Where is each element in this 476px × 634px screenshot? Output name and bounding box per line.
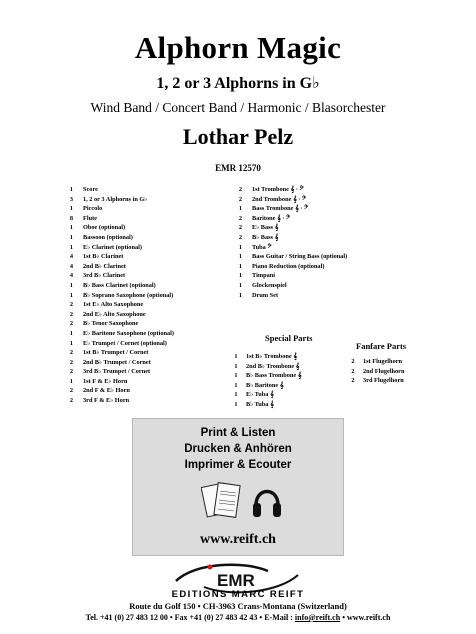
part-row <box>343 357 404 367</box>
part-name: 2nd B♭ Clarinet <box>83 262 126 270</box>
sheet-music-icon <box>201 479 245 523</box>
part-name: B♭ Tenor Saxophone <box>83 320 139 328</box>
part-name: Baritone 𝄞 · 𝄢 <box>252 214 291 222</box>
part-quantity: 1 <box>69 339 74 347</box>
part-quantity: 1 <box>69 291 74 299</box>
part-quantity: 2 <box>238 195 243 203</box>
part-quantity: 1 <box>238 262 243 270</box>
part-quantity: 1 <box>238 205 243 213</box>
part-quantity: 1 <box>69 377 74 385</box>
part-quantity: 1 <box>234 391 238 399</box>
part-name: E♭ Trumpet / Cornet (optional) <box>83 339 167 347</box>
part-quantity: 2 <box>69 387 74 395</box>
publisher-name: EDITIONS MARC REIFT <box>171 589 305 600</box>
catalog-number: EMR 12570 <box>215 163 261 173</box>
part-row <box>60 233 174 243</box>
part-row <box>226 390 302 400</box>
part-row <box>226 381 302 391</box>
part-quantity: 2 <box>69 301 74 309</box>
part-row <box>60 281 174 291</box>
part-row <box>229 214 347 224</box>
part-name: 1st F & E♭ Horn <box>83 377 128 385</box>
part-row <box>60 204 174 214</box>
piece-subtitle: 1, 2 or 3 Alphorns in G♭ <box>156 75 320 92</box>
promo-line-3: Imprimer & Ecouter <box>184 459 292 471</box>
part-name: Bass Trombone 𝄞 · 𝄢 <box>252 205 309 213</box>
parts-list-brass-rhythm <box>229 185 347 300</box>
part-quantity: 1 <box>234 372 238 380</box>
part-row <box>60 271 174 281</box>
contact-website: • www.reift.ch <box>340 613 391 622</box>
part-row <box>226 352 302 362</box>
part-name: B♭ Bass 𝄞 <box>252 233 279 241</box>
part-quantity: 1 <box>69 243 74 251</box>
part-name: B♭ Bass Clarinet (optional) <box>83 281 156 289</box>
part-row <box>229 291 347 301</box>
ensemble-list: Wind Band / Concert Band / Harmonic / Blasorchester <box>90 100 386 115</box>
part-row <box>60 185 174 195</box>
part-quantity: 1 <box>234 381 238 389</box>
part-row <box>226 371 302 381</box>
part-name: Glockenspiel <box>252 281 287 289</box>
part-quantity: 1 <box>238 243 243 251</box>
part-quantity: 2 <box>69 349 74 357</box>
part-name: 1st B♭ Trumpet / Cornet <box>83 349 149 357</box>
part-name: Drum Set <box>252 291 279 299</box>
part-row <box>60 195 174 205</box>
part-row <box>60 339 174 349</box>
part-row <box>229 223 347 233</box>
part-quantity: 2 <box>69 320 74 328</box>
part-name: 3rd Flugelhorn <box>363 377 404 385</box>
part-row <box>229 243 347 253</box>
part-quantity: 1 <box>234 362 238 370</box>
part-name: Score <box>83 186 98 193</box>
part-name: B♭ Soprano Saxophone (optional) <box>83 291 174 299</box>
part-name: 3rd B♭ Clarinet <box>83 272 126 280</box>
part-row <box>229 271 347 281</box>
part-name: 2nd B♭ Trumpet / Cornet <box>83 358 151 366</box>
part-name: 2nd F & E♭ Horn <box>83 387 130 395</box>
part-quantity: 2 <box>238 233 243 241</box>
fanfare-parts-list <box>343 357 404 386</box>
piece-title: Alphorn Magic <box>134 30 342 65</box>
part-name: 2nd B♭ Trombone 𝄞 <box>246 362 300 370</box>
part-quantity: 4 <box>69 253 74 261</box>
part-quantity: 2 <box>69 397 74 405</box>
part-name: B♭ Baritone 𝄞 <box>246 381 284 389</box>
part-row <box>60 329 174 339</box>
part-row <box>60 367 174 377</box>
website-link[interactable]: www.reift.ch <box>200 532 276 547</box>
part-quantity: 1 <box>69 281 74 289</box>
part-row <box>60 310 174 320</box>
part-name: 1st B♭ Trombone 𝄞 <box>246 353 297 360</box>
part-name: E♭ Baritone Saxophone (optional) <box>83 329 174 337</box>
part-row <box>229 204 347 214</box>
part-quantity: 2 <box>351 358 355 365</box>
part-quantity: 3 <box>69 195 74 203</box>
part-row <box>226 362 302 372</box>
part-quantity: 2 <box>351 377 355 385</box>
part-row <box>229 185 347 195</box>
publisher-address: Route du Golf 150 • CH-3963 Crans-Montana (Switzerland) <box>129 601 347 611</box>
part-name: Oboe (optional) <box>83 224 126 232</box>
part-quantity: 1 <box>238 272 243 280</box>
part-name: 1st B♭ Clarinet <box>83 253 124 261</box>
part-quantity: 2 <box>69 310 74 318</box>
contact-email-link[interactable]: info@reift.ch <box>294 613 341 622</box>
part-row <box>60 214 174 224</box>
part-row <box>60 396 174 406</box>
composer-name: Lothar Pelz <box>182 124 294 149</box>
part-name: 1st Flugelhorn <box>363 358 403 365</box>
part-name: E♭ Clarinet (optional) <box>83 243 142 251</box>
part-quantity: 1 <box>69 205 74 213</box>
part-name: 1st Trombone 𝄞 · 𝄢 <box>252 186 304 193</box>
part-row <box>226 400 302 410</box>
part-row <box>229 233 347 243</box>
part-quantity: 2 <box>238 186 243 193</box>
part-row <box>343 376 404 386</box>
part-quantity: 2 <box>238 214 243 222</box>
part-quantity: 2 <box>69 368 74 376</box>
part-name: Tuba 𝄢 <box>252 243 272 251</box>
promo-line-1: Print & Listen <box>200 427 276 439</box>
part-quantity: 2 <box>69 358 74 366</box>
part-name: 3rd B♭ Trumpet / Cornet <box>83 368 151 376</box>
part-quantity: 1 <box>238 253 243 261</box>
special-parts-list <box>226 352 302 410</box>
part-row <box>60 358 174 368</box>
part-quantity: 1 <box>69 224 74 232</box>
parts-list-main <box>60 185 174 406</box>
part-quantity: 2 <box>238 224 243 232</box>
part-quantity: 2 <box>351 367 355 375</box>
part-name: 1, 2 or 3 Alphorns in G♭ <box>83 195 148 203</box>
part-name: Bass Guitar / String Bass (optional) <box>252 253 348 261</box>
part-name: 2nd Trombone 𝄞 · 𝄢 <box>252 195 306 203</box>
part-name: E♭ Bass 𝄞 <box>252 224 279 232</box>
part-row <box>60 291 174 301</box>
part-name: B♭ Tuba 𝄞 <box>246 400 274 408</box>
promo-line-2: Drucken & Anhören <box>184 443 292 455</box>
part-quantity: 8 <box>69 214 74 222</box>
part-name: Bassoon (optional) <box>83 233 133 241</box>
part-row <box>60 300 174 310</box>
part-name: E♭ Tuba 𝄞 <box>246 391 274 399</box>
part-row <box>60 377 174 387</box>
part-row <box>229 195 347 205</box>
part-quantity: 1 <box>234 353 238 360</box>
part-name: 2nd E♭ Alto Saxophone <box>83 310 146 318</box>
fanfare-parts-heading: Fanfare Parts <box>356 341 407 351</box>
part-row <box>60 319 174 329</box>
part-name: Piano Reduction (optional) <box>252 262 325 270</box>
part-row <box>229 281 347 291</box>
part-name: B♭ Bass Trombone 𝄞 <box>246 372 302 380</box>
publisher-contact <box>0 613 476 622</box>
part-row <box>60 252 174 262</box>
part-quantity: 1 <box>238 281 243 289</box>
part-name: Piccolo <box>83 205 103 213</box>
emr-logo-letters: EMR <box>217 571 255 590</box>
part-quantity: 1 <box>69 186 74 193</box>
part-name: Flute <box>83 214 97 222</box>
part-row <box>60 348 174 358</box>
part-row <box>229 262 347 272</box>
part-quantity: 4 <box>69 262 74 270</box>
part-name: 3rd F & E♭ Horn <box>83 397 130 405</box>
part-row <box>60 262 174 272</box>
part-row <box>60 386 174 396</box>
part-row <box>60 223 174 233</box>
part-quantity: 1 <box>238 291 243 299</box>
part-row <box>60 243 174 253</box>
part-row <box>229 252 347 262</box>
part-name: Timpani <box>252 272 275 280</box>
part-name: 1st E♭ Alto Saxophone <box>83 301 144 309</box>
part-quantity: 1 <box>234 400 238 408</box>
part-name: 2nd Flugelhorn <box>363 367 405 375</box>
special-parts-heading: Special Parts <box>265 333 313 343</box>
part-quantity: 1 <box>69 233 74 241</box>
part-row <box>343 367 404 377</box>
part-quantity: 1 <box>69 329 74 337</box>
headphones-icon <box>251 479 283 523</box>
contact-phone-fax: Tel. +41 (0) 27 483 12 00 • Fax +41 (0) 27 483 42 43 • E-Mail : <box>85 613 295 622</box>
part-quantity: 4 <box>69 272 74 280</box>
